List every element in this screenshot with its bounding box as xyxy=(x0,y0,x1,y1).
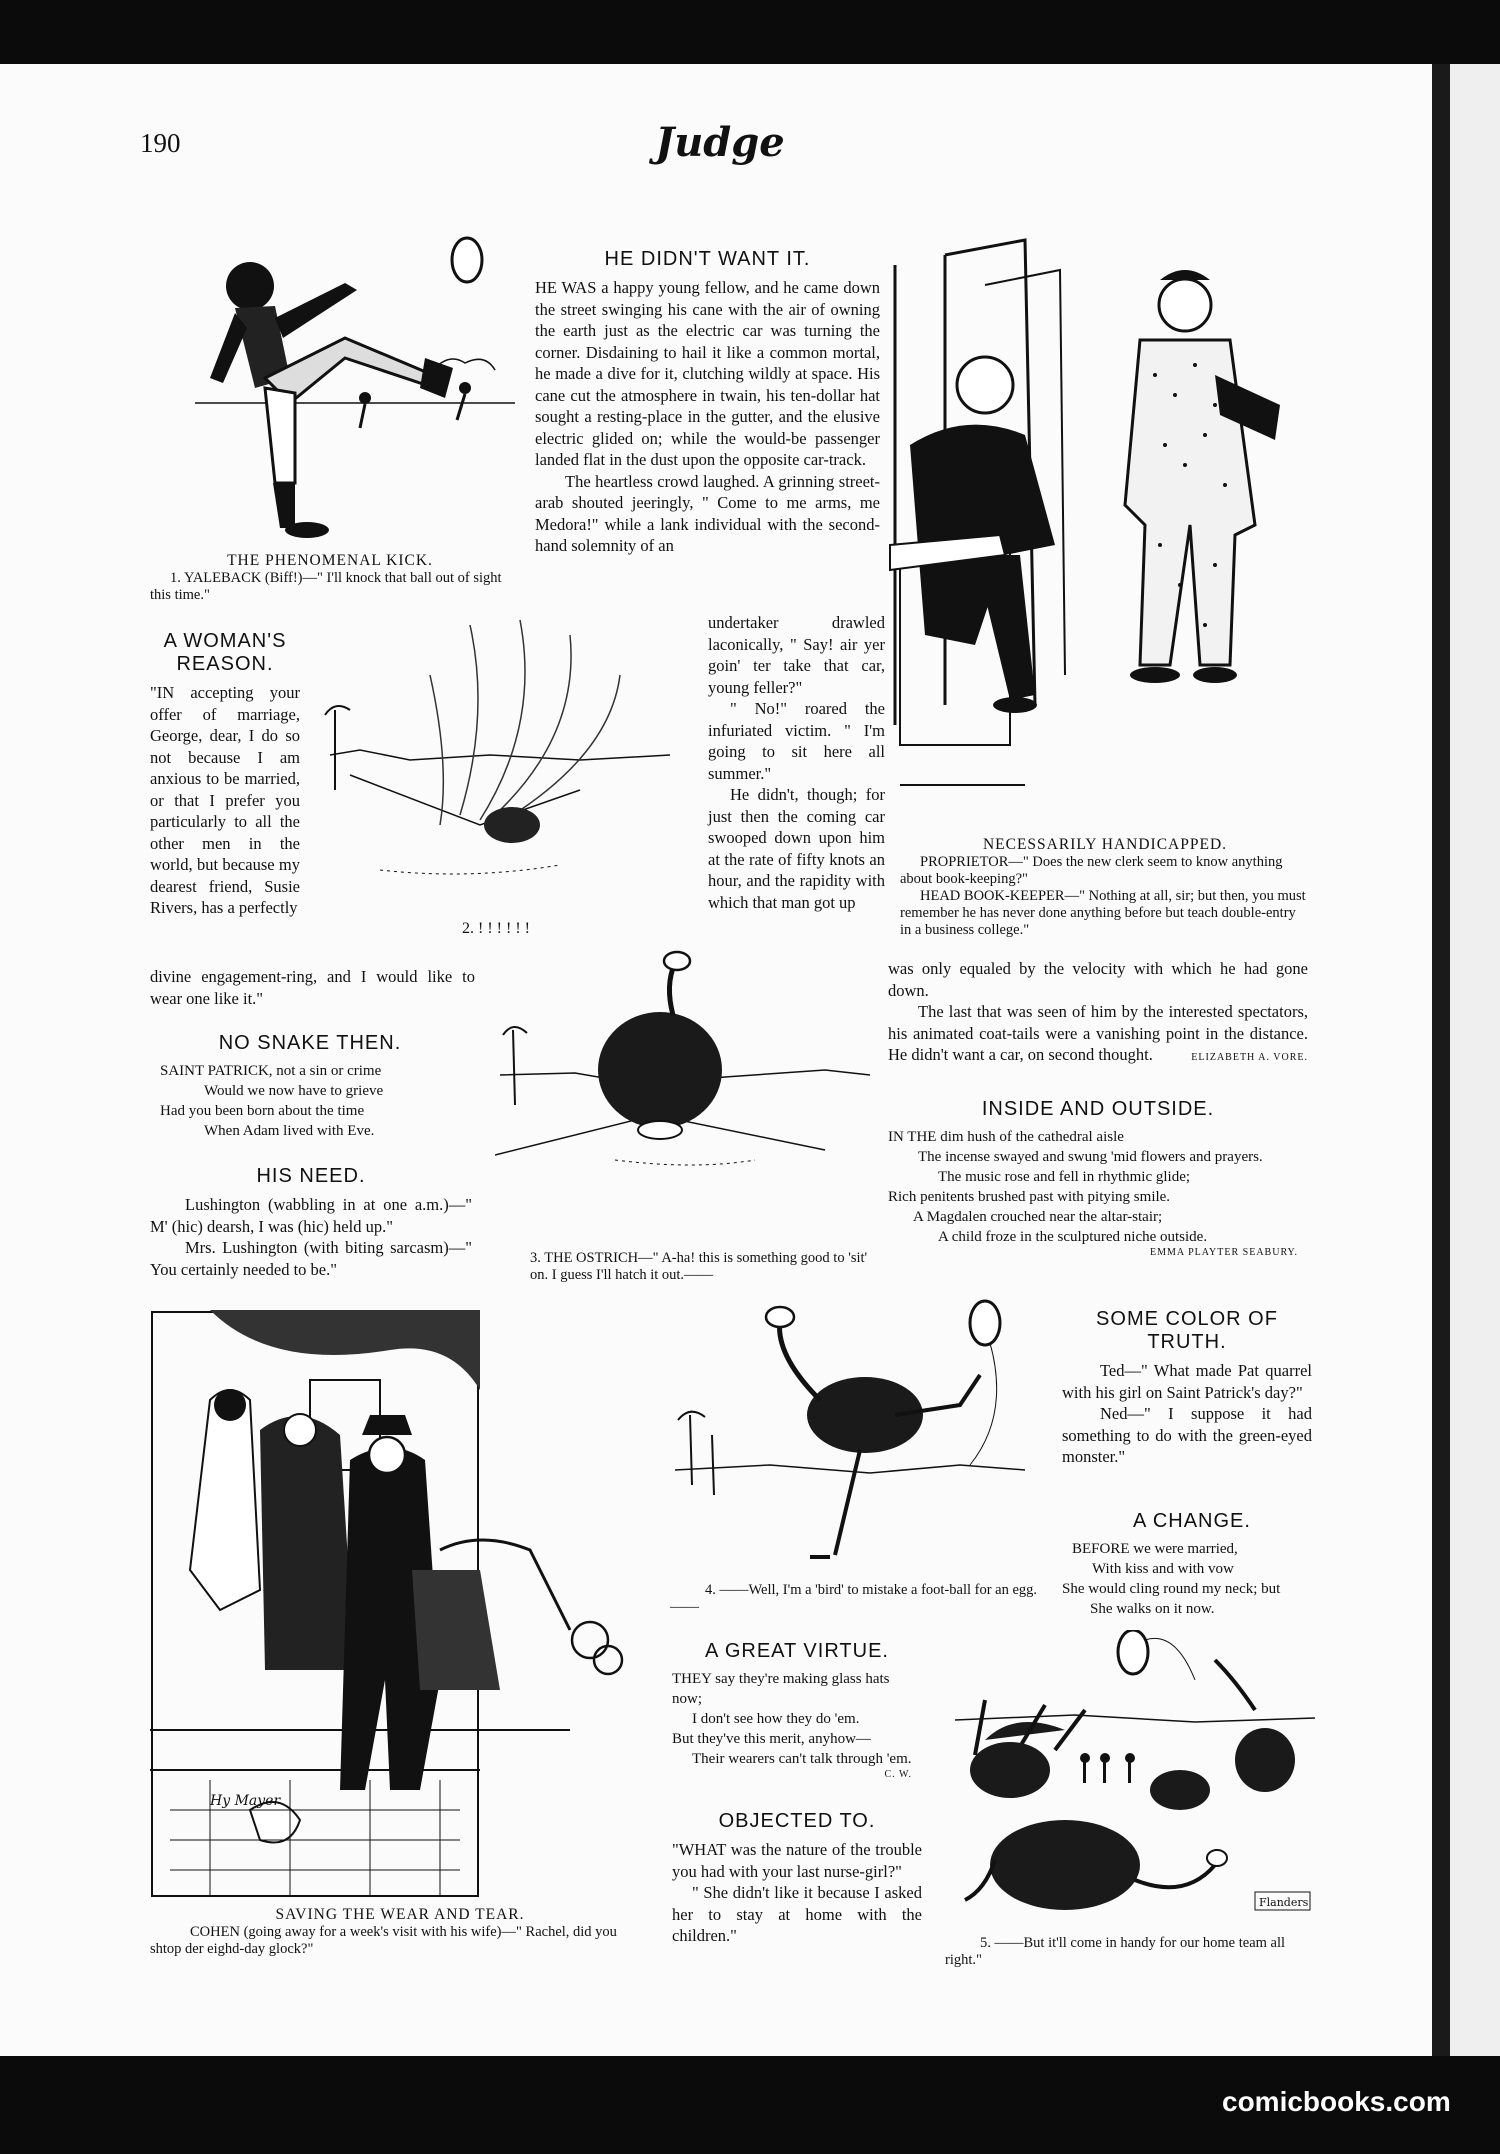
objected-to-article xyxy=(672,1810,922,1947)
great-virtue-signature: C. W. xyxy=(884,1769,912,1780)
didnt-want-it-para-5: He didn't, though; for just then the coming car swooped down upon him at the rate of fifty knots an hour, and the rapidity with which that man got up xyxy=(708,785,885,912)
inside-outside-signature: EMMA PLAYTER SEABURY. xyxy=(1150,1247,1298,1258)
womans-reason-text-tail: divine engagement-ring, and I would like to wear one like it." xyxy=(150,967,475,1008)
kick-caption-text: 1. YALEBACK (Biff!)—" I'll knock that ball out of sight this time." xyxy=(150,570,502,603)
didnt-want-it-signature: ELIZABETH A. VORE. xyxy=(1191,1051,1308,1063)
a-change-line-1: BEFORE we were married, xyxy=(1072,1541,1238,1557)
kick-caption-title: THE PHENOMENAL KICK. xyxy=(227,552,433,569)
inside-outside-title: INSIDE AND OUTSIDE. xyxy=(981,1098,1215,1120)
didnt-want-it-para-3: undertaker drawled laconically, " Say! air yer goin' ter take that car, young feller?" xyxy=(708,613,885,697)
great-virtue-title: A GREAT VIRTUE. xyxy=(705,1640,889,1662)
facing-page-edge xyxy=(1450,64,1500,2056)
inside-outside-line-4: Rich penitents brushed past with pitying smile. xyxy=(888,1189,1171,1205)
wear-and-tear-artist-signature: Hy Mayer xyxy=(210,1793,281,1809)
great-virtue-line-3: But they've this merit, anyhow— xyxy=(672,1731,871,1747)
handicapped-caption xyxy=(900,836,1310,939)
phenomenal-kick-illustration xyxy=(195,228,515,548)
inside-outside-article xyxy=(888,1098,1308,1258)
team-caption xyxy=(945,1935,1315,1969)
womans-reason-title-line-1: A WOMAN'S xyxy=(163,630,287,652)
color-of-truth-title-line-1: SOME COLOR OF xyxy=(1096,1308,1278,1330)
inside-outside-line-1: IN THE dim hush of the cathedral aisle xyxy=(888,1129,1124,1145)
ostrich-sitting-illustration xyxy=(495,945,875,1175)
wear-and-tear-caption xyxy=(150,1906,650,1958)
color-of-truth-article xyxy=(1062,1308,1312,1468)
didnt-want-it-para-4: " No!" roared the infuriated victim. " I'm going to sit here all summer." xyxy=(708,699,885,783)
color-of-truth-para-2: Ned—" I suppose it had something to do with the green-eyed monster." xyxy=(1062,1404,1312,1466)
ostrich-kicking-illustration xyxy=(670,1295,1030,1575)
didnt-want-it-title: HE DIDN'T WANT IT. xyxy=(604,248,811,270)
a-change-line-4: She walks on it now. xyxy=(1090,1601,1215,1617)
womans-reason-text-lead: "IN accepting your offer of marriage, George, dear, I do so not because I am anxious to be married, or that I prefer you particularly to all the other men in the world, but because my dearest friend, Susie Rivers, has a perfectly xyxy=(150,683,300,917)
wear-and-tear-caption-text: COHEN (going away for a week's visit with his wife)—" Rachel, did you shtop der eighd-day glock?" xyxy=(150,1924,617,1957)
ball-caption: 2. ! ! ! ! ! ! xyxy=(462,920,530,937)
womans-reason-article xyxy=(150,630,300,919)
didnt-want-it-para-6: was only equaled by the velocity with which he had gone down. xyxy=(888,959,1308,1000)
comicbooks-logo: comicbooks.com xyxy=(1222,2086,1451,2117)
a-change-title: A CHANGE. xyxy=(1133,1510,1251,1532)
page-spine xyxy=(1432,64,1450,2056)
ball-flying-illustration xyxy=(320,615,680,905)
judge-masthead xyxy=(640,110,800,174)
kick-caption xyxy=(150,552,510,604)
no-snake-article xyxy=(160,1032,460,1141)
didnt-want-it-para-2: The heartless crowd laughed. A grinning street-arab shouted jeeringly, " Come to me arms, me Medora!" while a lank individual with the second-hand solemnity of an xyxy=(535,471,880,555)
great-virtue-line-2: I don't see how they do 'em. xyxy=(692,1711,860,1727)
his-need-article xyxy=(150,1165,472,1280)
no-snake-title: NO SNAKE THEN. xyxy=(218,1032,402,1054)
no-snake-line-3: Had you been born about the time xyxy=(160,1103,365,1119)
ostrich-caption-text: 3. THE OSTRICH—" A-ha! this is something good to 'sit' on. I guess I'll hatch it out.—— xyxy=(530,1250,868,1283)
egg-caption-text: 4. ——Well, I'm a 'bird' to mistake a foot-ball for an egg.—— xyxy=(670,1582,1038,1615)
egg-caption xyxy=(670,1582,1040,1616)
handicapped-caption-title: NECESSARILY HANDICAPPED. xyxy=(982,836,1228,853)
color-of-truth-title-line-2: TRUTH. xyxy=(1147,1331,1227,1353)
ostrich-team-illustration xyxy=(955,1630,1315,1930)
a-change-article xyxy=(1062,1510,1322,1619)
inside-outside-line-5: A Magdalen crouched near the altar-stair; xyxy=(913,1209,1163,1225)
his-need-para-1: Lushington (wabbling in at one a.m.)—" M' (hic) dearsh, I was (hic) held up." xyxy=(150,1195,472,1236)
his-need-title: HIS NEED. xyxy=(256,1165,366,1187)
great-virtue-line-4: Their wearers can't talk through 'em. xyxy=(692,1751,912,1767)
didnt-want-it-para-1: HE WAS a happy young fellow, and he came down the street swinging his cane with the air of owning the earth just as the electric car was turning the corner. Disdaining to hail it like a common mortal, he made a dive for it, clutching wildly at space. His cane cut the atmosphere in twain, his ten-dollar hat sought a resting-place in the gutter, and the elusive electric glided on; while the would-be passenger landed flat in the dust upon the opposite car-track. xyxy=(535,278,880,469)
ostrich-caption xyxy=(530,1250,870,1284)
inside-outside-line-3: The music rose and fell in rhythmic glide; xyxy=(938,1169,1191,1185)
didnt-want-it-article xyxy=(535,248,880,557)
wear-and-tear-caption-title: SAVING THE WEAR AND TEAR. xyxy=(275,1906,525,1923)
masthead-text: Judge xyxy=(655,119,785,166)
a-change-line-2: With kiss and with vow xyxy=(1092,1561,1234,1577)
didnt-want-it-para-7: The last that was seen of him by the interested spectators, his animated coat-tails were a vanishing point in the distance. He didn't want a car, on second thought. xyxy=(888,1002,1308,1064)
objected-to-para-2: " She didn't like it because I asked her to stay at home with the children." xyxy=(672,1883,922,1945)
didnt-want-it-continuation xyxy=(888,958,1308,1063)
inside-outside-line-2: The incense swayed and swung 'mid flowers and prayers. xyxy=(918,1149,1263,1165)
handicapped-illustration xyxy=(885,225,1305,815)
page-number: 190 xyxy=(140,128,181,158)
wear-and-tear-illustration xyxy=(150,1310,650,1898)
didnt-want-it-narrow-column xyxy=(708,612,885,913)
team-artist-signature: Flanders xyxy=(1259,1896,1309,1909)
handicapped-caption-line-2: HEAD BOOK-KEEPER—" Nothing at all, sir; but then, you must remember he has never done anything before but teach double-entry in a business college." xyxy=(900,888,1306,938)
womans-reason-title-line-2: REASON. xyxy=(176,653,274,675)
great-virtue-article xyxy=(672,1640,922,1780)
no-snake-line-4: When Adam lived with Eve. xyxy=(204,1123,375,1139)
womans-reason-tail xyxy=(150,966,475,1009)
team-caption-text: 5. ——But it'll come in handy for our home team all right." xyxy=(945,1935,1286,1968)
inside-outside-line-6: A child froze in the sculptured niche outside. xyxy=(938,1229,1208,1245)
great-virtue-line-1: THEY say they're making glass hats now; xyxy=(672,1671,890,1707)
his-need-para-2: Mrs. Lushington (with biting sarcasm)—" You certainly needed to be." xyxy=(150,1238,472,1279)
objected-to-title: OBJECTED TO. xyxy=(718,1810,876,1832)
no-snake-line-1: SAINT PATRICK, not a sin or crime xyxy=(160,1063,382,1079)
no-snake-line-2: Would we now have to grieve xyxy=(204,1083,384,1099)
color-of-truth-para-1: Ted—" What made Pat quarrel with his girl on Saint Patrick's day?" xyxy=(1062,1361,1312,1402)
handicapped-caption-line-1: PROPRIETOR—" Does the new clerk seem to know anything about book-keeping?" xyxy=(900,854,1283,887)
objected-to-para-1: "WHAT was the nature of the trouble you had with your last nurse-girl?" xyxy=(672,1840,922,1881)
a-change-line-3: She would cling round my neck; but xyxy=(1062,1581,1281,1597)
